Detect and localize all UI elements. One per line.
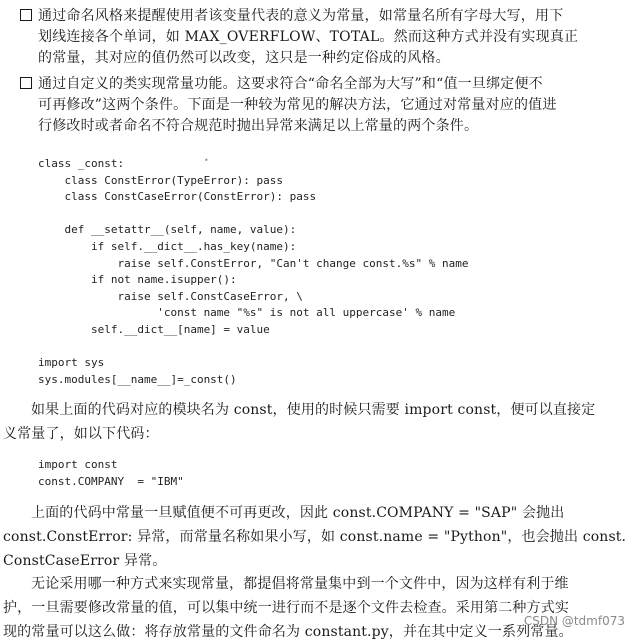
bullet-line: 可再修改”这两个条件。下面是一种较为常见的解决方法，它通过对常量对应的值进 — [38, 97, 557, 113]
paragraph-line: 无论采用哪一种方式来实现常量，都提倡将常量集中到一个文件中，因为这样有利于维 — [31, 576, 569, 592]
checkbox-bullet-icon — [20, 77, 32, 89]
paragraph-exception-behavior — [3, 501, 633, 573]
bullet-text — [20, 6, 632, 69]
bullet-item-naming-style — [20, 6, 632, 69]
code-line: class ConstCaseError(ConstError): pass — [38, 190, 317, 204]
bullet-line: 通过命名风格来提醒使用者该变量代表的意义为常量，如常量名所有字母大写，用下 — [38, 8, 564, 24]
paragraph-line: 义常量了，如以下代码： — [3, 426, 159, 442]
code-line: class _const: — [38, 157, 125, 170]
paragraph-constant-file — [3, 572, 633, 644]
paragraph-line: 现的常量可以这么做：将存放常量的文件命名为 constant.py，并在其中定义一系列常量。 — [3, 624, 573, 640]
bullet-line: 通过自定义的类实现常量功能。这要求符合“命名全部为大写”和“值一旦绑定便不 — [38, 76, 543, 92]
checkbox-bullet-icon — [20, 9, 32, 21]
code-line: self.__dict__[name] = value — [38, 322, 270, 336]
paragraph-line: 护，一旦需要修改常量的值，可以集中统一进行而不是逐个文件去检查。采用第二种方式实 — [3, 600, 569, 616]
paragraph-module-usage — [3, 398, 633, 446]
code-line: class ConstError(TypeError): pass — [38, 173, 284, 187]
code-line: if self.__dict__.has_key(name): — [38, 239, 297, 253]
code-line: def __setattr__(self, name, value): — [38, 223, 297, 237]
code-block-const-class — [38, 156, 468, 388]
watermark-text: CSDN @tdmf073 — [523, 614, 625, 628]
bullet-text — [20, 74, 632, 137]
code-line: import sys — [38, 356, 105, 370]
code-line: 'const name "%s" is not all uppercase' % name — [38, 306, 456, 320]
code-line: sys.modules[__name__]=_const() — [38, 372, 237, 386]
code-line: import const — [38, 458, 118, 471]
stray-mark: • — [204, 156, 209, 165]
code-line: raise self.ConstCaseError, \ — [38, 289, 303, 303]
code-line: raise self.ConstError, "Can't change const.%s" % name — [38, 256, 469, 270]
bullet-line: 划线连接各个单词，如 MAX_OVERFLOW、TOTAL。然而这种方式并没有实现真正 — [38, 29, 579, 45]
code-line: if not name.isupper(): — [38, 273, 237, 287]
paragraph-line: 上面的代码中常量一旦赋值便不可再更改，因此 const.COMPANY = "SAP" 会抛出 — [31, 505, 565, 521]
code-block-usage-example — [38, 457, 184, 490]
bullet-line: 的常量，其对应的值仍然可以改变，这只是一种约定俗成的风格。 — [38, 50, 450, 66]
bullet-line: 行修改时或者命名不符合规范时抛出异常来满足以上常量的两个条件。 — [38, 118, 479, 134]
paragraph-line: 如果上面的代码对应的模块名为 const，使用的时候只需要 import const，便可以直接定 — [31, 402, 596, 418]
code-line: const.COMPANY = "IBM" — [38, 474, 184, 488]
paragraph-line: ConstCaseError 异常。 — [3, 553, 167, 569]
paragraph-line: const.ConstError: 异常，而常量名称如果小写，如 const.name = "Python"，也会抛出 const. — [3, 529, 627, 545]
bullet-item-custom-class — [20, 74, 632, 137]
